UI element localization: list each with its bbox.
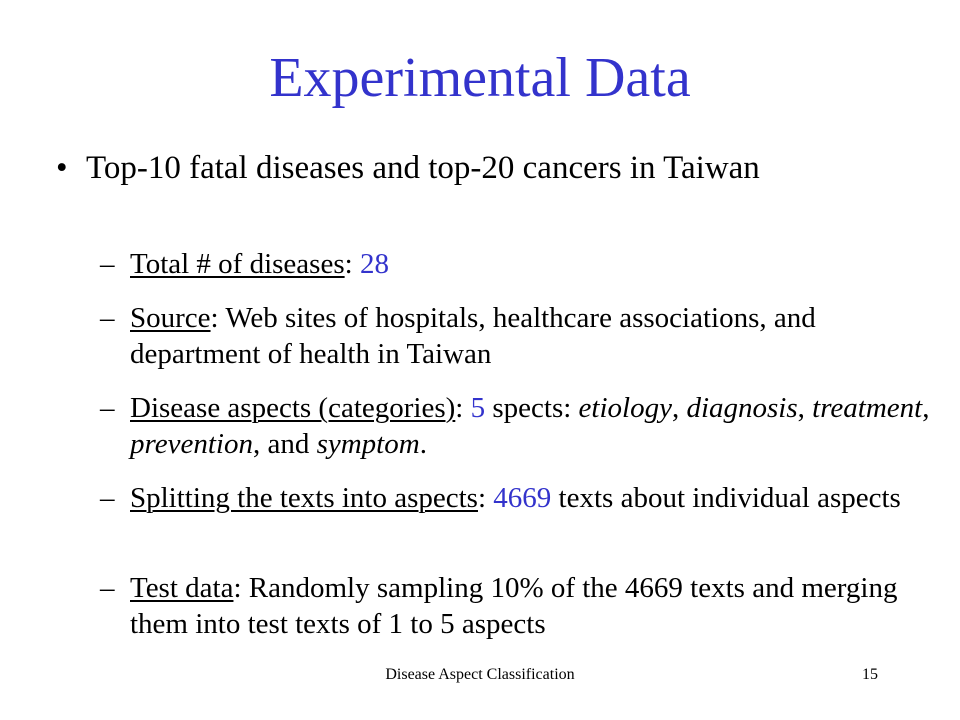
item-label: Source: [130, 302, 211, 334]
list-item-disease-aspects: [100, 390, 930, 462]
aspect-prevention: prevention: [130, 428, 253, 460]
item-value: 4669: [493, 482, 552, 514]
item-sep: :: [344, 248, 360, 280]
item-text: texts about individual aspects: [551, 482, 901, 514]
item-label: Total # of diseases: [130, 248, 345, 280]
item-text: Web sites of hospitals, healthcare associations, and department of health in Taiwan: [130, 302, 816, 370]
list-item-test-data: [100, 570, 930, 642]
item-dash: –: [100, 392, 115, 424]
item-sep: :: [477, 482, 494, 514]
list-item-total-diseases: [100, 246, 930, 282]
bullet-symbol: •: [56, 150, 68, 186]
item-comma: , and: [252, 428, 317, 460]
item-comma: ,: [671, 392, 687, 424]
aspect-diagnosis: diagnosis: [686, 392, 798, 424]
item-comma: ,: [922, 392, 930, 424]
footer-title: Disease Aspect Classification: [385, 666, 575, 683]
item-value: 28: [359, 248, 389, 280]
slide-title: Experimental Data: [269, 47, 691, 109]
item-text: Randomly sampling 10% of the 4669 texts and merging them into test texts of 1 to 5 aspects: [130, 572, 898, 640]
list-item-source: [100, 300, 930, 372]
item-dash: –: [100, 248, 115, 280]
item-sep: :: [233, 572, 249, 604]
item-value: 5: [470, 392, 486, 424]
item-comma: ,: [797, 392, 813, 424]
list-item-splitting: [100, 480, 930, 516]
aspect-symptom: symptom: [316, 428, 420, 460]
aspect-etiology: etiology: [578, 392, 672, 424]
item-sep: :: [210, 302, 226, 334]
item-dash: –: [100, 572, 115, 604]
item-dash: –: [100, 482, 115, 514]
page-number: 15: [862, 666, 878, 683]
item-label: Splitting the texts into aspects: [130, 482, 478, 514]
item-text: spects:: [485, 392, 579, 424]
item-label: Disease aspects (categories): [130, 392, 456, 424]
item-dash: –: [100, 302, 115, 334]
item-label: Test data: [130, 572, 234, 604]
bullet-text: Top-10 fatal diseases and top-20 cancers in Taiwan: [86, 150, 760, 186]
aspect-treatment: treatment: [812, 392, 923, 424]
item-period: .: [419, 428, 427, 460]
item-sep: :: [455, 392, 471, 424]
